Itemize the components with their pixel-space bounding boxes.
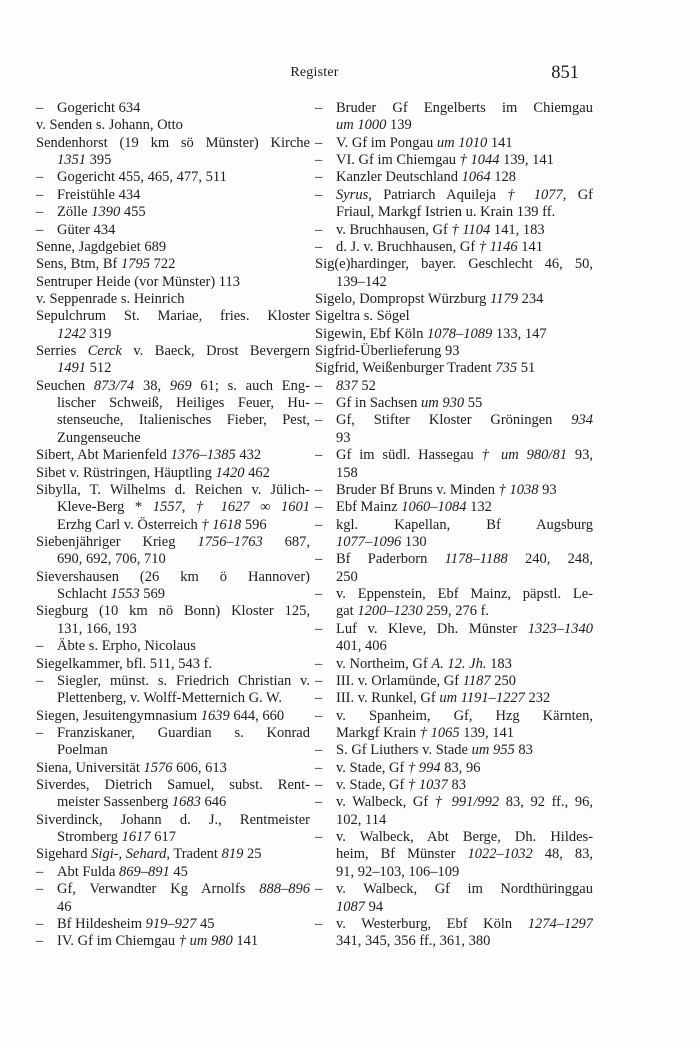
italic-segment: † 991/992 — [434, 794, 500, 811]
index-line-text: Sigfrid, Weißenburger Tradent 735 51 — [315, 360, 536, 377]
index-line — [315, 135, 593, 152]
index-line-text: v. Walbeck, Gf im Nordthüringgau — [336, 881, 593, 898]
index-line-text: Gf, Verwandter Kg Arnolfs 888–896 — [57, 881, 310, 898]
italic-segment: 888–896 — [259, 881, 310, 898]
index-line-text: v. Bruchhausen, Gf † 1104 141, 183 — [336, 221, 545, 238]
dash-marker: – — [36, 169, 44, 186]
index-line-text: Erzhg Carl v. Österreich † 1618 596 — [57, 516, 267, 533]
dash-marker: – — [315, 672, 323, 689]
index-line-text: 341, 345, 356 ff., 361, 380 — [336, 933, 491, 950]
index-line — [315, 725, 593, 742]
index-line-text: 837 52 — [336, 377, 376, 394]
index-line-text: Sentruper Heide (vor Münster) 113 — [36, 273, 241, 290]
index-line — [36, 881, 310, 898]
index-line — [315, 100, 593, 117]
index-line-text: 131, 166, 193 — [57, 620, 137, 637]
dash-marker: – — [315, 186, 323, 203]
index-line — [315, 360, 593, 377]
index-line — [36, 864, 310, 881]
italic-segment: 1420 — [215, 464, 245, 481]
index-line — [315, 829, 593, 846]
index-line — [36, 760, 310, 777]
italic-segment: 1601 — [281, 499, 310, 516]
index-line-text: Gf im südl. Hassegau † um 980/81 93, — [336, 447, 593, 464]
index-line-text: Sig(e)hardinger, bayer. Geschlecht 46, 50, — [315, 256, 593, 273]
index-line — [36, 638, 310, 655]
index-line — [315, 430, 593, 447]
index-line — [36, 256, 310, 273]
index-line-text: V. Gf im Pongau um 1010 141 — [336, 134, 513, 151]
index-line-text: Franziskaner, Guardian s. Konrad — [57, 724, 310, 741]
italic-segment: 1022–1032 — [467, 846, 533, 863]
index-line-text: Friaul, Markgf Istrien u. Krain 139 ff. — [336, 204, 556, 221]
italic-segment: 1077–1096 — [336, 533, 402, 550]
index-line — [315, 517, 593, 534]
dash-marker: – — [36, 933, 44, 950]
index-line — [36, 725, 310, 742]
italic-segment: 934 — [571, 412, 593, 429]
index-line — [315, 846, 593, 863]
index-line-text: Bf Paderborn 1178–1188 240, 248, — [336, 551, 593, 568]
dash-marker: – — [315, 152, 323, 169]
index-line-text: v. Walbeck, Abt Berge, Dh. Hildes- — [336, 829, 593, 846]
index-line — [36, 152, 310, 169]
italic-segment: 1179 — [490, 290, 518, 307]
dash-marker: – — [315, 100, 323, 116]
index-line-text: v. Walbeck, Gf † 991/992 83, 92 ff., 96, — [336, 794, 593, 811]
italic-segment: 837 — [336, 377, 358, 394]
index-line — [315, 499, 593, 516]
index-line — [315, 256, 593, 273]
index-line-text: Poelman — [57, 742, 108, 759]
index-line-text: Siena, Universität 1576 606, 613 — [36, 759, 227, 776]
italic-segment: A. 12. Jh. — [431, 655, 487, 672]
index-line-text: Markgf Krain † 1065 139, 141 — [336, 724, 515, 741]
index-line-text: Äbte s. Erpho, Nicolaus — [57, 638, 196, 655]
index-line — [315, 239, 593, 256]
index-line-text: Plettenberg, v. Wolff-Metternich G. W. — [57, 690, 283, 707]
italic-segment: 1064 — [461, 169, 491, 186]
index-line-text: Siverdes, Dietrich Samuel, subst. Rent- — [36, 777, 310, 794]
index-line — [36, 777, 310, 794]
index-line-text: v. Eppenstein, Ebf Mainz, päpstl. Le- — [336, 586, 593, 603]
index-line-text: 401, 406 — [336, 638, 387, 655]
dash-marker: – — [315, 447, 323, 464]
italic-segment: 1639 — [200, 707, 230, 724]
index-line — [36, 100, 310, 117]
index-line — [315, 117, 593, 134]
index-line — [315, 794, 593, 811]
index-line-text: lischer Schweiß, Heiliges Feuer, Hu- — [57, 395, 310, 412]
index-line-text: Sepulchrum St. Mariae, fries. Kloster — [36, 308, 310, 325]
index-line — [36, 586, 310, 603]
index-line — [36, 708, 310, 725]
index-line-text: gat 1200–1230 259, 276 f. — [336, 603, 490, 620]
index-line — [36, 447, 310, 464]
dash-marker: – — [315, 516, 323, 533]
index-line — [36, 603, 310, 620]
index-line — [315, 378, 593, 395]
index-line — [315, 673, 593, 690]
index-line-text: Gf, Stifter Kloster Gröningen 934 — [336, 412, 593, 429]
index-line — [36, 204, 310, 221]
index-column-right — [315, 100, 593, 951]
italic-segment: 1200–1230 — [357, 603, 423, 620]
italic-segment: 1178–1188 — [444, 551, 508, 568]
index-line-text: Siverdinck, Johann d. J., Rentmeister — [36, 811, 310, 828]
dash-marker: – — [315, 499, 323, 516]
index-line — [36, 534, 310, 551]
index-line — [36, 169, 310, 186]
italic-segment: 1323–1340 — [527, 620, 593, 637]
italic-segment: † 994 — [407, 759, 441, 776]
index-line — [315, 291, 593, 308]
italic-segment: † 1104 — [451, 221, 491, 238]
index-line — [315, 534, 593, 551]
index-line-text: Sigelo, Dompropst Würzburg 1179 234 — [315, 290, 544, 307]
italic-segment: Cerck — [87, 343, 122, 360]
index-line — [36, 551, 310, 568]
index-line-text: Senne, Jagdgebiet 689 — [36, 238, 167, 255]
index-line-text: 93 — [336, 429, 351, 446]
index-line-text: 158 — [336, 464, 358, 481]
index-line-text: meister Sassenberg 1683 646 — [57, 794, 227, 811]
index-line-text: 1351 395 — [57, 152, 112, 169]
index-line — [36, 742, 310, 759]
index-line — [36, 517, 310, 534]
dash-marker: – — [315, 690, 323, 707]
index-line — [315, 395, 593, 412]
index-line-text: Siegler, münst. s. Friedrich Christian v. — [57, 672, 310, 689]
index-line — [315, 343, 593, 360]
index-line — [36, 412, 310, 429]
index-line-text: III. v. Runkel, Gf um 1191–1227 232 — [336, 690, 551, 707]
index-line-text: Luf v. Kleve, Dh. Münster 1323–1340 — [336, 620, 593, 637]
italic-segment: 1242 — [57, 325, 86, 342]
index-line-text: Sendenhorst (19 km sö Münster) Kirche — [36, 134, 310, 151]
italic-segment: † 1077 — [507, 186, 563, 203]
dash-marker: – — [36, 204, 44, 221]
index-line-text: Abt Fulda 869–891 45 — [57, 863, 188, 880]
italic-segment: 1390 — [91, 204, 121, 221]
index-line-text: v. Seppenrade s. Heinrich — [36, 290, 185, 307]
index-line — [36, 482, 310, 499]
index-line — [315, 308, 593, 325]
italic-segment: † 1038 — [498, 481, 539, 498]
index-line-text: heim, Bf Münster 1022–1032 48, 83, — [336, 846, 593, 863]
index-line-text: 690, 692, 706, 710 — [57, 551, 166, 568]
italic-segment: 1683 — [171, 794, 201, 811]
dash-marker: – — [315, 915, 323, 932]
running-head — [36, 60, 593, 84]
index-line-text: Freistühle 434 — [57, 186, 141, 203]
italic-segment: 819 — [221, 846, 244, 863]
index-line-text: 250 — [336, 568, 358, 585]
index-line-text: 139–142 — [336, 273, 387, 290]
dash-marker: – — [315, 759, 323, 776]
index-line-text: III. v. Orlamünde, Gf 1187 250 — [336, 672, 517, 689]
index-line — [36, 499, 310, 516]
italic-segment: 1187 — [462, 672, 491, 689]
dash-marker: – — [315, 742, 323, 759]
index-line-text: Seuchen 873/74 38, 969 61; s. auch Eng- — [36, 377, 310, 394]
italic-segment: 1756–1763 — [197, 533, 263, 550]
index-line — [315, 899, 593, 916]
index-line-text: Siegburg (10 km nö Bonn) Kloster 125, — [36, 603, 310, 620]
dash-marker: – — [315, 134, 323, 151]
index-line-text: 1087 94 — [336, 898, 384, 915]
dash-marker: – — [315, 238, 323, 255]
italic-segment: 1078–1089 — [426, 325, 493, 342]
dash-marker: – — [315, 169, 323, 186]
dash-marker: – — [36, 881, 44, 898]
italic-segment: † 1065 — [419, 724, 460, 741]
index-line — [36, 239, 310, 256]
dash-marker: – — [36, 638, 44, 655]
dash-marker: – — [315, 707, 323, 724]
italic-segment: 919–927 — [145, 915, 197, 932]
italic-segment: 873/74 — [93, 377, 135, 394]
index-line — [36, 846, 310, 863]
index-line-text: Gf in Sachsen um 930 55 — [336, 395, 483, 412]
italic-segment: 1491 — [57, 360, 86, 377]
index-line-text: Sigeltra s. Sögel — [315, 308, 410, 325]
index-line-text: v. Senden s. Johann, Otto — [36, 117, 183, 134]
index-line — [36, 673, 310, 690]
index-line-text: Sens, Btm, Bf 1795 722 — [36, 256, 176, 273]
index-line-text: Bruder Bf Bruns v. Minden † 1038 93 — [336, 481, 557, 498]
index-line-text: 1077–1096 130 — [336, 533, 427, 550]
italic-segment: 1274–1297 — [527, 915, 593, 932]
dash-marker: – — [36, 724, 44, 741]
italic-segment: 869–891 — [119, 863, 170, 880]
index-line — [36, 430, 310, 447]
index-line-text: Güter 434 — [57, 221, 116, 238]
dash-marker: – — [36, 100, 44, 116]
italic-segment: 1576 — [143, 759, 173, 776]
index-line — [36, 378, 310, 395]
index-line-text: v. Westerburg, Ebf Köln 1274–1297 — [336, 915, 593, 932]
index-line — [315, 690, 593, 707]
italic-segment: Sigi-, Sehard — [91, 846, 167, 863]
index-line-text: Stromberg 1617 617 — [57, 829, 176, 846]
index-line — [315, 864, 593, 881]
dash-marker: – — [315, 620, 323, 637]
dash-marker: – — [315, 377, 323, 394]
index-line-text: Bf Hildesheim 919–927 45 — [57, 915, 215, 932]
dash-marker: – — [315, 794, 323, 811]
index-line-text: Sibet v. Rüstringen, Häuptling 1420 462 — [36, 464, 270, 481]
index-line-text: Gogericht 455, 465, 477, 511 — [57, 169, 227, 186]
italic-segment: 1617 — [121, 829, 151, 846]
italic-segment: 1376–1385 — [170, 447, 236, 464]
index-line — [36, 326, 310, 343]
index-line-text: Sigfrid-Überlieferung 93 — [315, 343, 460, 360]
index-line-text: Kleve-Berg * 1557, † 1627 ∞ 1601 — [57, 499, 310, 516]
index-line — [315, 638, 593, 655]
dash-marker: – — [315, 829, 323, 846]
italic-segment: † um 980/81 — [481, 447, 567, 464]
index-line-text: Serries Cerck v. Baeck, Drost Bevergern — [36, 343, 310, 360]
dash-marker: – — [36, 186, 44, 203]
index-line — [315, 603, 593, 620]
italic-segment: um 1191–1227 — [439, 690, 525, 707]
index-line — [315, 447, 593, 464]
index-line-text: Siebenjähriger Krieg 1756–1763 687, — [36, 533, 310, 550]
index-line — [36, 569, 310, 586]
index-line-text: 91, 92–103, 106–109 — [336, 863, 460, 880]
index-line-text: Kanzler Deutschland 1064 128 — [336, 169, 516, 186]
index-line — [36, 187, 310, 204]
italic-segment: † 1618 — [201, 516, 242, 533]
index-line — [315, 569, 593, 586]
index-line — [315, 482, 593, 499]
italic-segment: Syrus — [336, 186, 369, 203]
index-line — [315, 274, 593, 291]
italic-segment: 1087 — [336, 898, 365, 915]
italic-segment: † 1037 — [407, 777, 448, 794]
dash-marker: – — [315, 655, 323, 672]
index-line — [36, 829, 310, 846]
italic-segment: um 930 — [420, 395, 465, 412]
index-line — [315, 169, 593, 186]
index-line-text: Sigehard Sigi-, Sehard, Tradent 819 25 — [36, 846, 262, 863]
dash-marker: – — [36, 915, 44, 932]
index-line-text: 1491 512 — [57, 360, 112, 377]
index-line — [36, 812, 310, 829]
index-line — [36, 794, 310, 811]
dash-marker: – — [315, 395, 323, 412]
index-line — [315, 812, 593, 829]
index-line — [36, 117, 310, 134]
index-line-text: 46 — [57, 898, 72, 915]
index-line — [315, 465, 593, 482]
index-line — [315, 777, 593, 794]
index-line-text: IV. Gf im Chiemgau † um 980 141 — [57, 933, 259, 950]
index-line-text: v. Stade, Gf † 1037 83 — [336, 777, 466, 794]
index-line-text: v. Stade, Gf † 994 83, 96 — [336, 759, 481, 776]
index-line — [315, 708, 593, 725]
dash-marker: – — [36, 863, 44, 880]
index-line-text: Gogericht 634 — [57, 100, 141, 116]
dash-marker: – — [315, 551, 323, 568]
index-line — [36, 395, 310, 412]
dash-marker: – — [315, 586, 323, 603]
index-columns — [36, 100, 593, 960]
italic-segment: 1553 — [110, 586, 140, 603]
index-line — [36, 360, 310, 377]
index-line — [36, 291, 310, 308]
index-line — [36, 343, 310, 360]
index-line-text: stenseuche, Italienisches Fieber, Pest, — [57, 412, 310, 429]
index-line — [315, 326, 593, 343]
index-line-text: v. Northeim, Gf A. 12. Jh. 183 — [336, 655, 512, 672]
italic-segment: um 1000 — [336, 117, 387, 134]
italic-segment: um 955 — [471, 742, 515, 759]
italic-segment: 1351 — [57, 152, 86, 169]
index-line-text: Syrus, Patriarch Aquileja † 1077, Gf — [336, 186, 593, 203]
italic-segment: um 1010 — [436, 134, 488, 151]
index-line — [36, 899, 310, 916]
index-line-text: Zölle 1390 455 — [57, 204, 146, 221]
index-line — [36, 656, 310, 673]
italic-segment: † um 980 — [178, 933, 233, 950]
index-line — [315, 187, 593, 204]
index-line — [36, 933, 310, 950]
italic-segment: † 1044 — [459, 152, 500, 169]
index-line-text: S. Gf Liuthers v. Stade um 955 83 — [336, 742, 533, 759]
italic-segment: 735 — [495, 360, 518, 377]
italic-segment: † 1146 — [478, 238, 518, 255]
index-line-text: Ebf Mainz 1060–1084 132 — [336, 499, 492, 516]
index-line-text: Sibert, Abt Marienfeld 1376–1385 432 — [36, 447, 262, 464]
index-line — [36, 465, 310, 482]
dash-marker: – — [315, 881, 323, 898]
index-line — [315, 760, 593, 777]
index-line — [315, 152, 593, 169]
italic-segment: 969 — [169, 377, 192, 394]
index-line — [36, 222, 310, 239]
index-line — [315, 222, 593, 239]
index-line — [315, 412, 593, 429]
dash-marker: – — [36, 672, 44, 689]
index-line — [315, 586, 593, 603]
index-line — [315, 656, 593, 673]
index-line — [36, 135, 310, 152]
index-line-text: um 1000 139 — [336, 117, 412, 134]
index-line-text: Zungenseuche — [57, 429, 141, 446]
dash-marker: – — [36, 221, 44, 238]
index-line — [36, 274, 310, 291]
index-line-text: Schlacht 1553 569 — [57, 586, 165, 603]
index-line-text: kgl. Kapellan, Bf Augsburg — [336, 516, 593, 533]
index-line — [315, 551, 593, 568]
index-line-text: Sigewin, Ebf Köln 1078–1089 133, 147 — [315, 325, 547, 342]
dash-marker: – — [315, 481, 323, 498]
index-line — [315, 742, 593, 759]
italic-segment: 1795 — [121, 256, 150, 273]
index-line — [315, 621, 593, 638]
index-line-text: Sievershausen (26 km ö Hannover) — [36, 568, 310, 585]
index-line — [315, 933, 593, 950]
index-column-left — [36, 100, 310, 951]
dash-marker: – — [315, 221, 323, 238]
running-head-title: Register — [290, 65, 339, 80]
italic-segment: 1060–1084 — [401, 499, 467, 516]
dash-marker: – — [315, 777, 323, 794]
index-line — [36, 308, 310, 325]
dash-marker: – — [315, 412, 323, 429]
index-line-text: Siegen, Jesuitengymnasium 1639 644, 660 — [36, 707, 285, 724]
index-line-text: Siegelkammer, bfl. 511, 543 f. — [36, 655, 213, 672]
italic-segment: 1557, † 1627 — [152, 499, 250, 516]
index-line-text: Bruder Gf Engelberts im Chiemgau — [336, 100, 593, 116]
index-line-text: v. Spanheim, Gf, Hzg Kärnten, — [336, 707, 593, 724]
index-line-text: 102, 114 — [336, 811, 387, 828]
page-number: 851 — [551, 63, 579, 83]
index-line — [315, 204, 593, 221]
index-line — [36, 690, 310, 707]
index-line-text: d. J. v. Bruchhausen, Gf † 1146 141 — [336, 238, 544, 255]
index-line-text: VI. Gf im Chiemgau † 1044 139, 141 — [336, 152, 554, 169]
index-line-text: 1242 319 — [57, 325, 112, 342]
index-line — [315, 881, 593, 898]
index-line-text: Sibylla, T. Wilhelms d. Reichen v. Jülich- — [36, 481, 310, 498]
index-line — [315, 916, 593, 933]
index-line — [36, 916, 310, 933]
index-line — [36, 621, 310, 638]
